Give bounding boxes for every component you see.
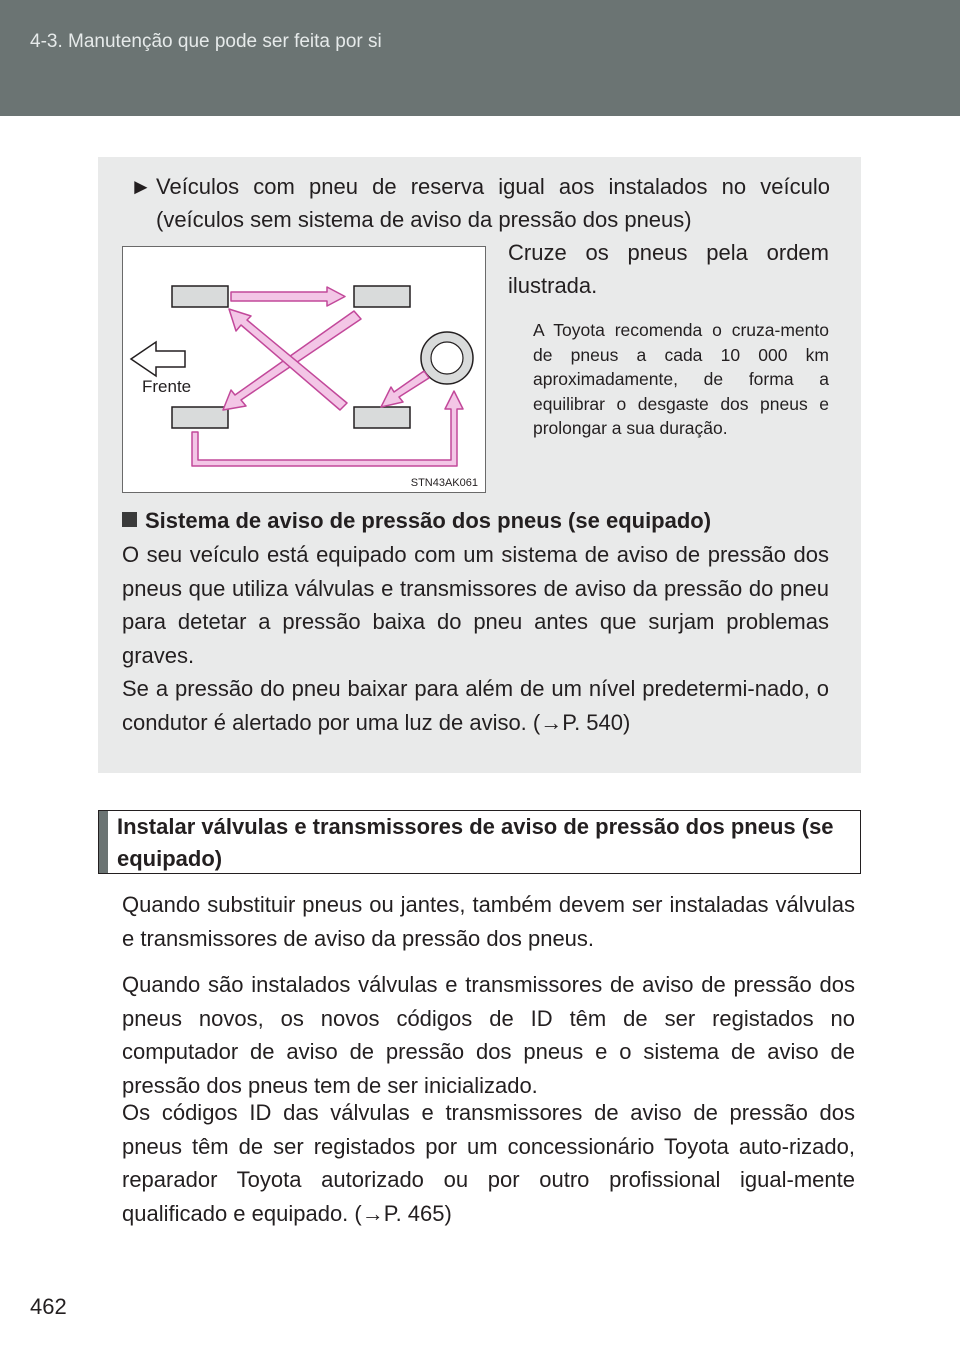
install-paragraph-3: Os códigos ID das válvulas e transmissores de aviso de pressão dos pneus têm de ser registados por um concessionário Toyota auto-rizado, reparador Toyota autorizado ou por outro profissional igual-mente qualificado e equipado. (→P. 465)	[122, 1100, 855, 1226]
bullet-vehicles-spare-tire	[130, 170, 830, 236]
subheading-text: Sistema de aviso de pressão dos pneus (se equipado)	[145, 508, 712, 533]
front-direction-arrow-icon	[131, 342, 185, 376]
tire-front-right	[354, 286, 410, 307]
front-label: Frente	[142, 377, 192, 396]
square-bullet-icon	[122, 512, 137, 527]
page-number: 462	[30, 1294, 67, 1319]
tire-front-left	[172, 286, 228, 307]
triangle-bullet-icon: ►	[130, 174, 152, 199]
figure-code: STN43AK061	[410, 477, 478, 489]
tpms-paragraph-1: O seu veículo está equipado com um sistema de aviso de pressão dos pneus que utiliza válvulas e transmissores de aviso da pressão do pneu para detetar a pressão baixa do pneu antes que surjam problemas graves.	[122, 542, 829, 668]
section-heading-bar	[99, 811, 108, 873]
arrow-spare-to-rr	[381, 371, 429, 407]
rotation-note: A Toyota recomenda o cruza-mento de pneus a cada 10 000 km aproximadamente, de forma a equilibrar o desgaste dos pneus e prolongar a sua duração.	[533, 320, 829, 438]
tire-rear-left	[172, 407, 228, 428]
page-header	[0, 0, 960, 116]
arrow-fl-to-fr	[231, 287, 345, 306]
bullet-text: Veículos com pneu de reserva igual aos instalados no veículo (veículos sem sistema de aviso da pressão dos pneus)	[156, 174, 830, 232]
subheading-tpms	[122, 505, 829, 537]
rotation-instruction: Cruze os pneus pela ordem ilustrada.	[508, 240, 829, 298]
section-breadcrumb: 4-3. Manutenção que pode ser feita por si	[30, 31, 382, 52]
install-paragraph-1: Quando substituir pneus ou jantes, também devem ser instaladas válvulas e transmissores de aviso da pressão dos pneus.	[122, 892, 855, 951]
tire-rear-right	[354, 407, 410, 428]
tire-rotation-figure	[122, 246, 486, 493]
section-heading: Instalar válvulas e transmissores de aviso de pressão dos pneus (se equipado)	[117, 814, 834, 871]
tire-rotation-diagram	[123, 247, 485, 492]
tpms-paragraph-2: Se a pressão do pneu baixar para além de um nível predetermi-nado, o condutor é alertado por uma luz de aviso. (→P. 540)	[122, 676, 829, 735]
install-paragraph-2: Quando são instalados válvulas e transmissores de aviso de pressão dos pneus novos, os novos códigos de ID têm de ser registados no computador de aviso de pressão dos pneus e o sistema de aviso de pressão dos pneus tem de ser inicializado.	[122, 972, 855, 1098]
section-heading-box	[98, 810, 861, 874]
